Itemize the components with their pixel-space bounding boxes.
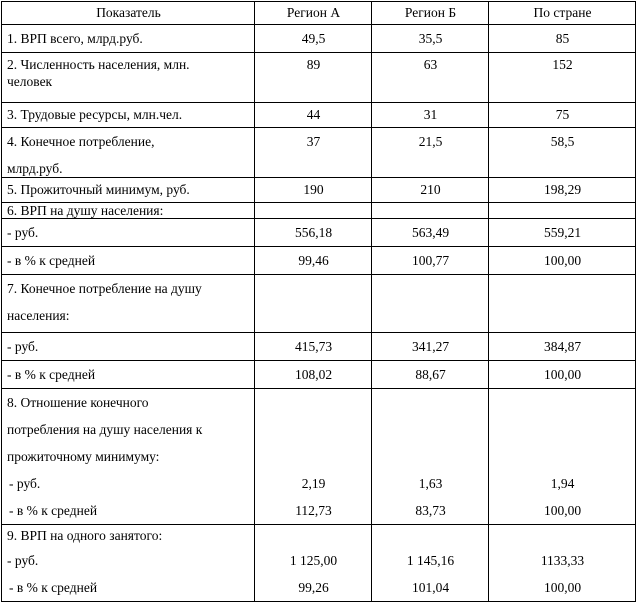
value: 1,94 (550, 476, 575, 491)
table-row (2, 525, 636, 602)
cell-region-b (372, 203, 489, 219)
cell-region-b: 35,5 (372, 25, 489, 53)
cell-region-a: 190 (255, 178, 372, 203)
table-row (2, 389, 636, 525)
table-row (2, 53, 636, 103)
row-label: - в % к средней (2, 247, 255, 275)
header-region-a: Регион А (255, 2, 372, 25)
row-label-line1: 9. ВРП на одного занятого: (7, 528, 163, 543)
table-row (2, 333, 636, 361)
row-label (2, 128, 255, 178)
cell-country (489, 389, 636, 525)
cell-region-b: 31 (372, 103, 489, 128)
table-row (2, 203, 636, 219)
cell-region-a: 89 (255, 53, 372, 103)
row-label: - руб. (2, 219, 255, 247)
cell-region-b (372, 389, 489, 525)
value: 100,00 (543, 580, 582, 595)
table-row (2, 361, 636, 389)
header-indicator: Показатель (2, 2, 255, 25)
cell-region-b (372, 275, 489, 333)
cell-region-b: 63 (372, 53, 489, 103)
cell-country (489, 275, 636, 333)
cell-region-b: 210 (372, 178, 489, 203)
row-label-line3: - в % к средней (9, 580, 98, 595)
cell-region-b: 21,5 (372, 128, 489, 178)
cell-region-a (255, 525, 372, 602)
table-row (2, 219, 636, 247)
row-label (2, 525, 255, 602)
row-label (2, 275, 255, 333)
value: 1 145,16 (406, 553, 455, 568)
row-label-line2: млрд.руб. (7, 161, 63, 176)
row-label-line2: населения: (7, 308, 70, 323)
cell-region-a (255, 203, 372, 219)
value: 1,63 (418, 476, 443, 491)
cell-country: 85 (489, 25, 636, 53)
table-row (2, 25, 636, 53)
row-label-line2: - руб. (7, 553, 39, 568)
table-row (2, 247, 636, 275)
header-row (2, 2, 636, 25)
row-label: 1. ВРП всего, млрд.руб. (2, 25, 255, 53)
row-label: - руб. (2, 333, 255, 361)
row-label: - в % к средней (2, 361, 255, 389)
cell-region-b: 563,49 (372, 219, 489, 247)
cell-region-a (255, 275, 372, 333)
value: 1 125,00 (289, 553, 338, 568)
row-label-line1: 8. Отношение конечного (7, 395, 149, 410)
table-row (2, 178, 636, 203)
cell-region-a: 37 (255, 128, 372, 178)
row-label-line1: 4. Конечное потребление, (7, 134, 155, 149)
cell-country (489, 525, 636, 602)
indicators-table (1, 1, 636, 602)
cell-region-a: 556,18 (255, 219, 372, 247)
cell-country: 559,21 (489, 219, 636, 247)
value: 99,26 (298, 580, 329, 595)
row-label: 3. Трудовые ресурсы, млн.чел. (2, 103, 255, 128)
cell-region-a: 415,73 (255, 333, 372, 361)
row-label-line4: - руб. (9, 476, 41, 491)
cell-region-a: 44 (255, 103, 372, 128)
value: 101,04 (411, 580, 450, 595)
value: 100,00 (543, 503, 582, 518)
cell-country: 198,29 (489, 178, 636, 203)
cell-region-a: 49,5 (255, 25, 372, 53)
row-label-line5: - в % к средней (9, 503, 98, 518)
cell-region-a: 99,46 (255, 247, 372, 275)
cell-country: 100,00 (489, 361, 636, 389)
cell-country: 384,87 (489, 333, 636, 361)
row-label (2, 53, 255, 103)
row-label-line3: прожиточному минимуму: (7, 449, 160, 464)
row-label-line2: человек (7, 74, 53, 89)
cell-region-b: 100,77 (372, 247, 489, 275)
table-row (2, 103, 636, 128)
header-region-b: Регион Б (372, 2, 489, 25)
value: 2,19 (301, 476, 326, 491)
row-label-line2: потребления на душу населения к (7, 422, 203, 437)
row-label: 6. ВРП на душу населения: (2, 203, 255, 219)
cell-region-b: 341,27 (372, 333, 489, 361)
cell-country: 100,00 (489, 247, 636, 275)
row-label-line1: 2. Численность населения, млн. (7, 57, 190, 72)
cell-region-b (372, 525, 489, 602)
cell-country: 152 (489, 53, 636, 103)
value: 1133,33 (540, 553, 585, 568)
table-row (2, 275, 636, 333)
cell-region-a (255, 389, 372, 525)
row-label-line1: 7. Конечное потребление на душу (7, 281, 202, 296)
cell-country: 58,5 (489, 128, 636, 178)
row-label: 5. Прожиточный минимум, руб. (2, 178, 255, 203)
value: 112,73 (295, 503, 332, 518)
cell-region-a: 108,02 (255, 361, 372, 389)
cell-region-b: 88,67 (372, 361, 489, 389)
header-country: По стране (489, 2, 636, 25)
table-row (2, 128, 636, 178)
value: 83,73 (415, 503, 446, 518)
cell-country: 75 (489, 103, 636, 128)
cell-country (489, 203, 636, 219)
row-label (2, 389, 255, 525)
